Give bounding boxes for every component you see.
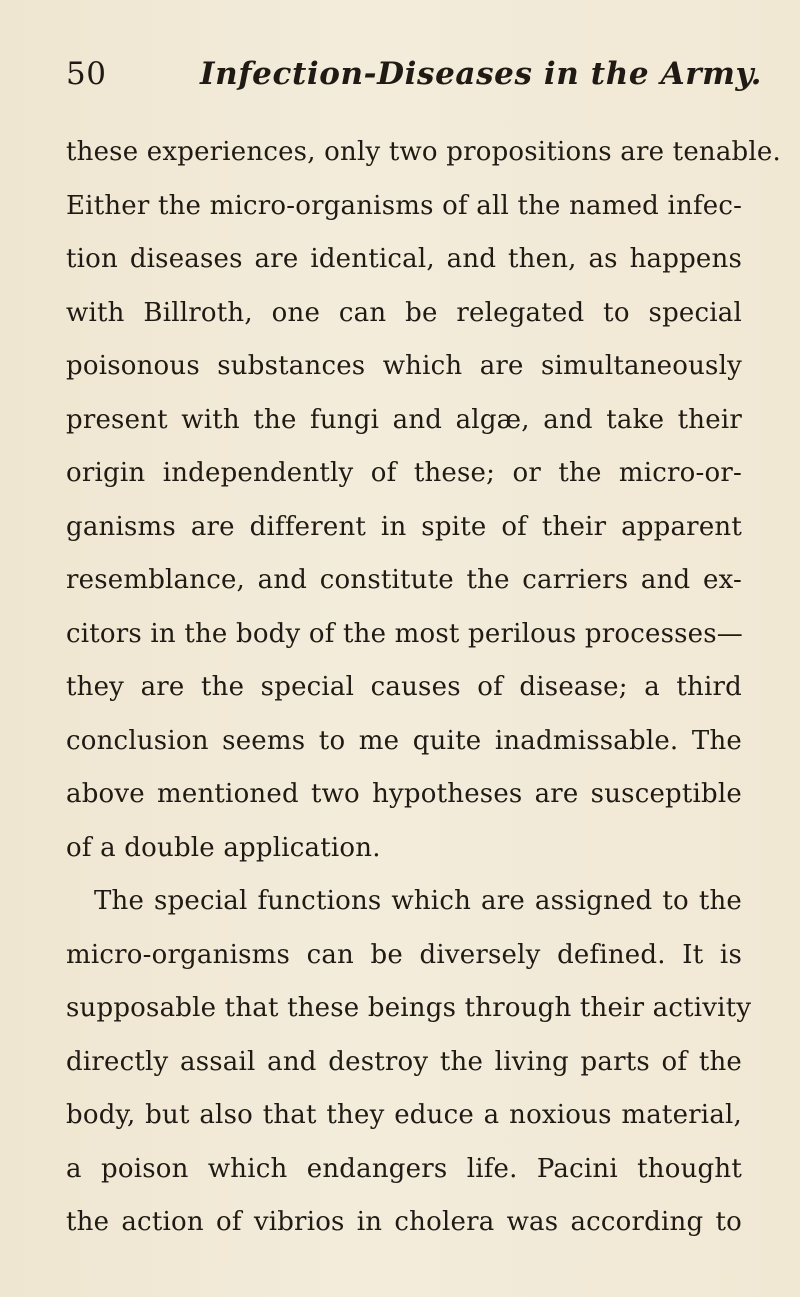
text-line: a poison which endangers life. Pacini thought bbox=[66, 1153, 742, 1184]
text-line: the action of vibrios in cholera was according to bbox=[66, 1207, 742, 1237]
text-line: conclusion seems to me quite inadmissable. The bbox=[66, 725, 742, 756]
text-line: resemblance, and constitute the carriers and ex- bbox=[66, 565, 742, 595]
text-line: citors in the body of the most perilous processes— bbox=[66, 618, 744, 649]
text-line: present with the fungi and algæ, and take their bbox=[66, 404, 742, 435]
text-line: these experiences, only two propositions are tenable. bbox=[66, 137, 781, 167]
body-text bbox=[66, 126, 781, 1250]
text-line: micro-organisms can be diversely defined. It is bbox=[66, 939, 742, 970]
text-line: ganisms are different in spite of their apparent bbox=[66, 511, 742, 542]
text-line: tion diseases are identical, and then, as happens bbox=[66, 244, 742, 274]
text-line: they are the special causes of disease; a third bbox=[66, 672, 742, 702]
text-line: body, but also that they educe a noxious material, bbox=[66, 1100, 742, 1130]
page-number: 50 bbox=[66, 56, 107, 92]
text-line: origin independently of these; or the micro-or- bbox=[66, 458, 742, 488]
text-line: of a double application. bbox=[66, 832, 381, 863]
text-line: above mentioned two hypotheses are susceptible bbox=[66, 779, 742, 809]
text-line: supposable that these beings through their activity bbox=[66, 993, 752, 1023]
text-line: poisonous substances which are simultaneously bbox=[66, 351, 742, 381]
running-title: Infection-Diseases in the Army. bbox=[200, 56, 763, 92]
text-line: Either the micro-organisms of all the named infec- bbox=[66, 190, 743, 221]
text-line: directly assail and destroy the living parts of the bbox=[66, 1046, 742, 1077]
page-header bbox=[66, 54, 763, 114]
text-line: with Billroth, one can be relegated to special bbox=[66, 297, 742, 328]
text-line: The special functions which are assigned to the bbox=[94, 886, 742, 916]
